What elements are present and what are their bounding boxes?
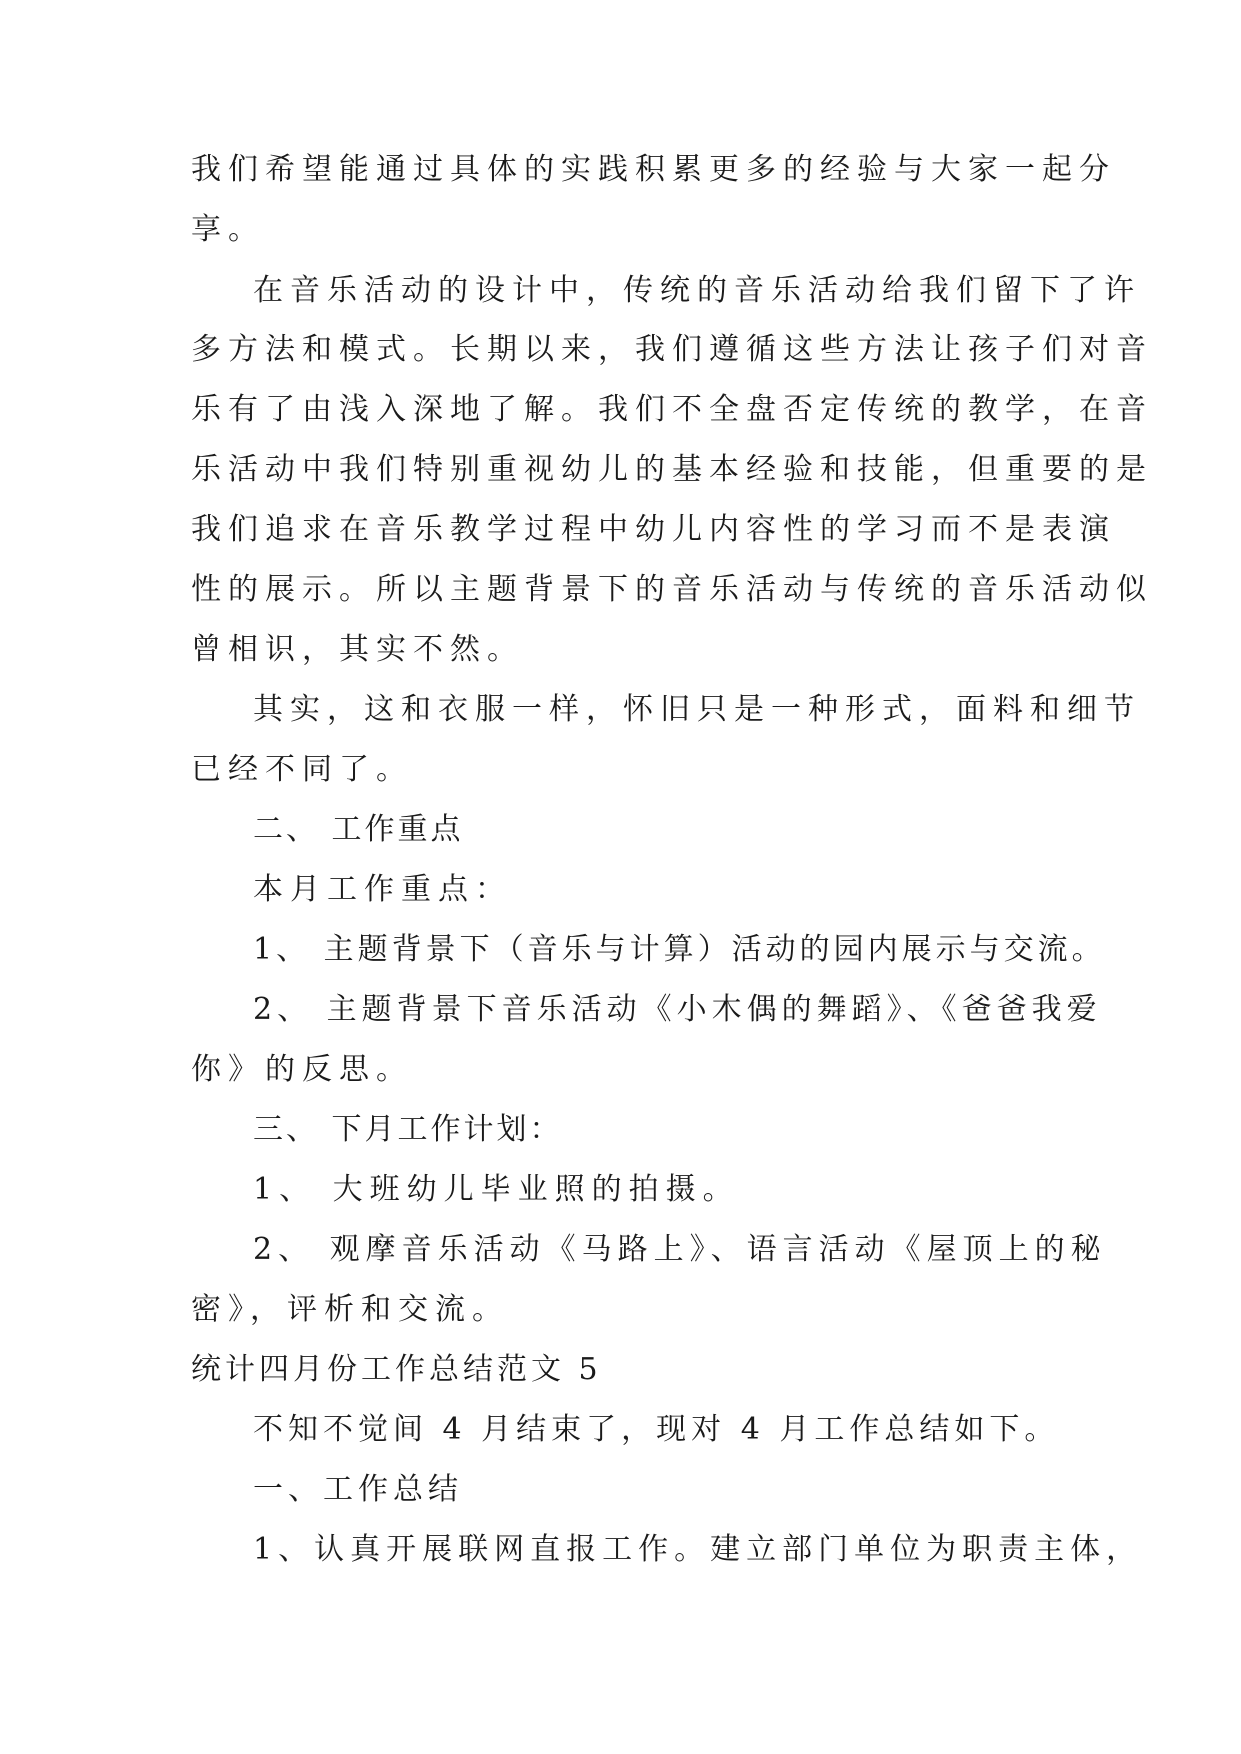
list-item: 1、 大班幼儿毕业照的拍摄。 xyxy=(253,1172,740,1207)
paragraph-line: 你》的反思。 xyxy=(191,1052,413,1087)
paragraph-line: 曾相识，其实不然。 xyxy=(191,632,524,667)
paragraph-line: 我们希望能通过具体的实践积累更多的经验与大家一起分 xyxy=(191,152,1116,187)
paragraph-line: 乐活动中我们特别重视幼儿的基本经验和技能，但重要的是 xyxy=(191,452,1153,487)
list-item: 2、 观摩音乐活动《马路上》、语言活动《屋顶上的秘 xyxy=(253,1232,1107,1267)
paragraph-line: 其实，这和衣服一样，怀旧只是一种形式，面料和细节 xyxy=(253,692,1141,727)
paragraph-line: 本月工作重点： xyxy=(253,872,512,907)
section-heading: 三、 下月工作计划： xyxy=(253,1112,563,1147)
paragraph-line: 在音乐活动的设计中，传统的音乐活动给我们留下了许 xyxy=(253,273,1141,308)
paragraph-line: 已经不同了。 xyxy=(191,752,413,787)
paragraph-line: 1、认真开展联网直报工作。建立部门单位为职责主体， xyxy=(253,1532,1143,1567)
section-heading: 一、工作总结 xyxy=(253,1472,463,1507)
list-item: 2、 主题背景下音乐活动《小木偶的舞蹈》、《爸爸我爱 xyxy=(253,992,1102,1027)
paragraph-line: 不知不觉间 4 月结束了，现对 4 月工作总结如下。 xyxy=(253,1412,1060,1447)
paragraph-line: 我们追求在音乐教学过程中幼儿内容性的学习而不是表演 xyxy=(191,512,1116,547)
document-title: 统计四月份工作总结范文 5 xyxy=(191,1352,602,1387)
paragraph-line: 乐有了由浅入深地了解。我们不全盘否定传统的教学，在音 xyxy=(191,392,1153,427)
list-item: 1、 主题背景下（音乐与计算）活动的园内展示与交流。 xyxy=(253,932,1106,967)
section-heading: 二、 工作重点 xyxy=(253,812,464,847)
paragraph-line: 多方法和模式。长期以来，我们遵循这些方法让孩子们对音 xyxy=(191,332,1153,367)
paragraph-line: 享。 xyxy=(191,212,265,247)
paragraph-line: 性的展示。所以主题背景下的音乐活动与传统的音乐活动似 xyxy=(191,572,1153,607)
paragraph-line: 密》，评析和交流。 xyxy=(191,1292,509,1327)
